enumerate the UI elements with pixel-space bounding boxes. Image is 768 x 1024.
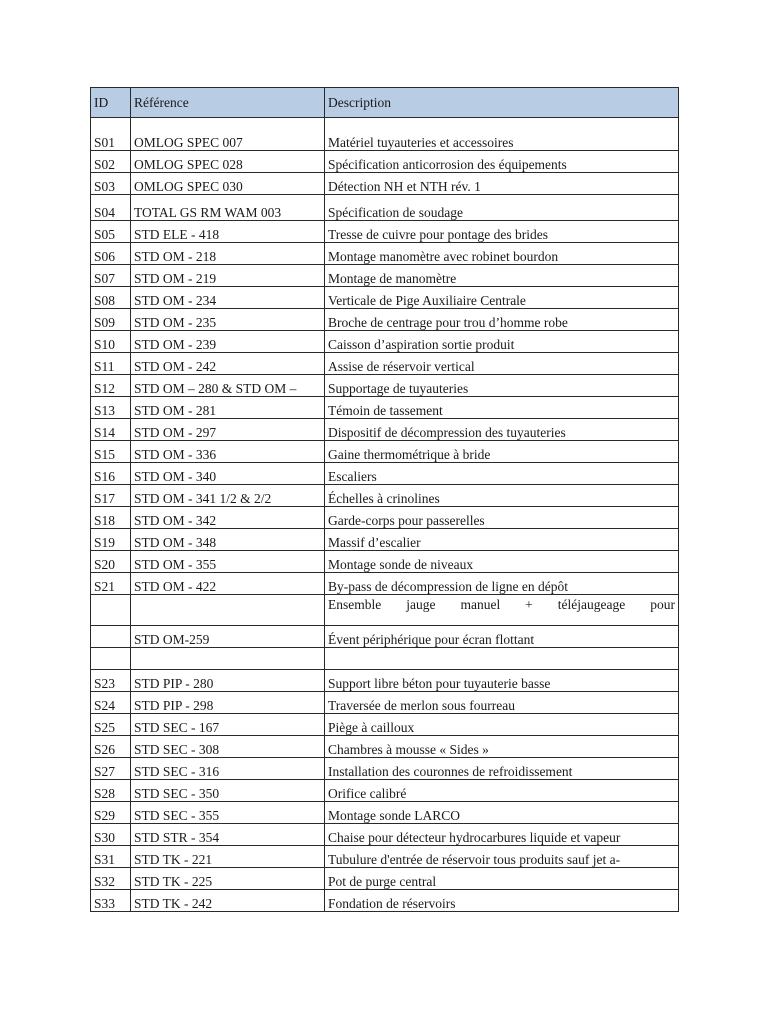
- cell-reference: STD OM - 242: [131, 353, 325, 375]
- cell-description: Assise de réservoir vertical: [325, 353, 679, 375]
- cell-description: Chaise pour détecteur hydrocarbures liquide et vapeur: [325, 824, 679, 846]
- table-header-row: [91, 88, 679, 118]
- cell-description: Escaliers: [325, 463, 679, 485]
- cell-description: Verticale de Pige Auxiliaire Centrale: [325, 287, 679, 309]
- table-body: [91, 118, 679, 912]
- cell-reference: STD OM - 234: [131, 287, 325, 309]
- cell-id: S09: [91, 309, 131, 331]
- cell-description: Matériel tuyauteries et accessoires: [325, 118, 679, 151]
- cell-id: S23: [91, 670, 131, 692]
- cell-description: Témoin de tassement: [325, 397, 679, 419]
- cell-id: S10: [91, 331, 131, 353]
- cell-reference: STD PIP - 298: [131, 692, 325, 714]
- cell-reference: STD TK - 225: [131, 868, 325, 890]
- table-row: [91, 714, 679, 736]
- cell-reference: OMLOG SPEC 028: [131, 151, 325, 173]
- cell-reference: STD OM-259: [131, 626, 325, 648]
- table-row: [91, 441, 679, 463]
- cell-description: Montage sonde de niveaux: [325, 551, 679, 573]
- table-row: [91, 397, 679, 419]
- cell-id: S24: [91, 692, 131, 714]
- table-row: [91, 573, 679, 595]
- cell-id: S18: [91, 507, 131, 529]
- table-row: [91, 485, 679, 507]
- cell-reference: STD TK - 221: [131, 846, 325, 868]
- cell-id: S31: [91, 846, 131, 868]
- cell-id: [91, 595, 131, 626]
- cell-description: By-pass de décompression de ligne en dépôt: [325, 573, 679, 595]
- cell-id: S01: [91, 118, 131, 151]
- cell-reference: STD TK - 242: [131, 890, 325, 912]
- cell-description: Fondation de réservoirs: [325, 890, 679, 912]
- cell-id: S29: [91, 802, 131, 824]
- table-row: [91, 173, 679, 195]
- cell-id: S08: [91, 287, 131, 309]
- table-row: [91, 507, 679, 529]
- table-row: [91, 648, 679, 670]
- cell-description: Dispositif de décompression des tuyauteries: [325, 419, 679, 441]
- cell-reference: STD OM - 281: [131, 397, 325, 419]
- cell-reference: STD OM - 235: [131, 309, 325, 331]
- table-row: [91, 221, 679, 243]
- table-row: [91, 243, 679, 265]
- header-description: Description: [325, 88, 679, 118]
- header-reference: Référence: [131, 88, 325, 118]
- cell-id: [91, 626, 131, 648]
- cell-reference: STD OM - 340: [131, 463, 325, 485]
- cell-reference: STD OM - 297: [131, 419, 325, 441]
- table-row: [91, 419, 679, 441]
- cell-description: Montage sonde LARCO: [325, 802, 679, 824]
- cell-id: S13: [91, 397, 131, 419]
- table-row: [91, 780, 679, 802]
- cell-description: Installation des couronnes de refroidissement: [325, 758, 679, 780]
- table-row: [91, 802, 679, 824]
- cell-id: S28: [91, 780, 131, 802]
- cell-id: S30: [91, 824, 131, 846]
- table-row: [91, 824, 679, 846]
- cell-description: Gaine thermométrique à bride: [325, 441, 679, 463]
- cell-id: S02: [91, 151, 131, 173]
- table-row: [91, 353, 679, 375]
- table-row: [91, 846, 679, 868]
- cell-reference: STD SEC - 355: [131, 802, 325, 824]
- cell-id: S27: [91, 758, 131, 780]
- cell-reference: TOTAL GS RM WAM 003: [131, 195, 325, 221]
- table-row: [91, 118, 679, 151]
- cell-description: Ensemble jauge manuel + téléjaugeage pour: [325, 595, 679, 626]
- cell-id: S17: [91, 485, 131, 507]
- table-row: [91, 692, 679, 714]
- cell-reference: STD OM - 219: [131, 265, 325, 287]
- cell-description: Orifice calibré: [325, 780, 679, 802]
- table-row: [91, 375, 679, 397]
- cell-reference: STD OM - 342: [131, 507, 325, 529]
- table-row: [91, 309, 679, 331]
- cell-id: S16: [91, 463, 131, 485]
- table-row: [91, 331, 679, 353]
- cell-id: S03: [91, 173, 131, 195]
- cell-description: Tresse de cuivre pour pontage des brides: [325, 221, 679, 243]
- table-row: [91, 463, 679, 485]
- cell-description: Spécification de soudage: [325, 195, 679, 221]
- cell-id: S12: [91, 375, 131, 397]
- cell-description: Garde-corps pour passerelles: [325, 507, 679, 529]
- cell-description: Évent périphérique pour écran flottant: [325, 626, 679, 648]
- cell-reference: STD STR - 354: [131, 824, 325, 846]
- cell-reference: STD PIP - 280: [131, 670, 325, 692]
- cell-description: [325, 648, 679, 670]
- table-row: [91, 287, 679, 309]
- table-row: [91, 868, 679, 890]
- cell-description: Massif d’escalier: [325, 529, 679, 551]
- table-row: [91, 736, 679, 758]
- table-row: [91, 758, 679, 780]
- reference-table: [90, 87, 679, 912]
- cell-reference: STD SEC - 316: [131, 758, 325, 780]
- cell-id: S05: [91, 221, 131, 243]
- cell-id: S25: [91, 714, 131, 736]
- cell-id: S21: [91, 573, 131, 595]
- cell-reference: STD OM - 355: [131, 551, 325, 573]
- cell-reference: STD ELE - 418: [131, 221, 325, 243]
- cell-description: Chambres à mousse « Sides »: [325, 736, 679, 758]
- cell-description: Échelles à crinolines: [325, 485, 679, 507]
- cell-reference: STD SEC - 350: [131, 780, 325, 802]
- cell-reference: OMLOG SPEC 007: [131, 118, 325, 151]
- cell-id: S07: [91, 265, 131, 287]
- cell-description: Pot de purge central: [325, 868, 679, 890]
- cell-description: Détection NH et NTH rév. 1: [325, 173, 679, 195]
- cell-reference: STD OM - 341 1/2 & 2/2: [131, 485, 325, 507]
- cell-description: Piège à cailloux: [325, 714, 679, 736]
- table-row: [91, 890, 679, 912]
- cell-reference: STD OM - 239: [131, 331, 325, 353]
- cell-reference: [131, 648, 325, 670]
- cell-description: Tubulure d'entrée de réservoir tous produits sauf jet a-: [325, 846, 679, 868]
- cell-reference: STD SEC - 308: [131, 736, 325, 758]
- cell-description: Supportage de tuyauteries: [325, 375, 679, 397]
- table-row: [91, 551, 679, 573]
- table-row: [91, 626, 679, 648]
- cell-id: S06: [91, 243, 131, 265]
- header-id: ID: [91, 88, 131, 118]
- cell-description: Montage de manomètre: [325, 265, 679, 287]
- cell-id: S33: [91, 890, 131, 912]
- cell-id: S14: [91, 419, 131, 441]
- table-row: [91, 670, 679, 692]
- cell-reference: STD OM - 336: [131, 441, 325, 463]
- table-row: [91, 195, 679, 221]
- cell-id: S26: [91, 736, 131, 758]
- cell-description: Support libre béton pour tuyauterie basse: [325, 670, 679, 692]
- cell-reference: STD OM - 348: [131, 529, 325, 551]
- cell-reference: [131, 595, 325, 626]
- cell-reference: STD OM - 218: [131, 243, 325, 265]
- cell-description: Montage manomètre avec robinet bourdon: [325, 243, 679, 265]
- cell-description: Broche de centrage pour trou d’homme robe: [325, 309, 679, 331]
- cell-description: Spécification anticorrosion des équipements: [325, 151, 679, 173]
- cell-id: S15: [91, 441, 131, 463]
- cell-id: [91, 648, 131, 670]
- cell-reference: OMLOG SPEC 030: [131, 173, 325, 195]
- cell-id: S04: [91, 195, 131, 221]
- table-row: [91, 265, 679, 287]
- cell-id: S19: [91, 529, 131, 551]
- cell-reference: STD OM - 422: [131, 573, 325, 595]
- cell-description: Traversée de merlon sous fourreau: [325, 692, 679, 714]
- cell-description: Caisson d’aspiration sortie produit: [325, 331, 679, 353]
- cell-reference: STD SEC - 167: [131, 714, 325, 736]
- table-row: [91, 529, 679, 551]
- cell-id: S20: [91, 551, 131, 573]
- cell-id: S32: [91, 868, 131, 890]
- table-row: [91, 595, 679, 626]
- table-row: [91, 151, 679, 173]
- cell-reference: STD OM – 280 & STD OM –: [131, 375, 325, 397]
- cell-id: S11: [91, 353, 131, 375]
